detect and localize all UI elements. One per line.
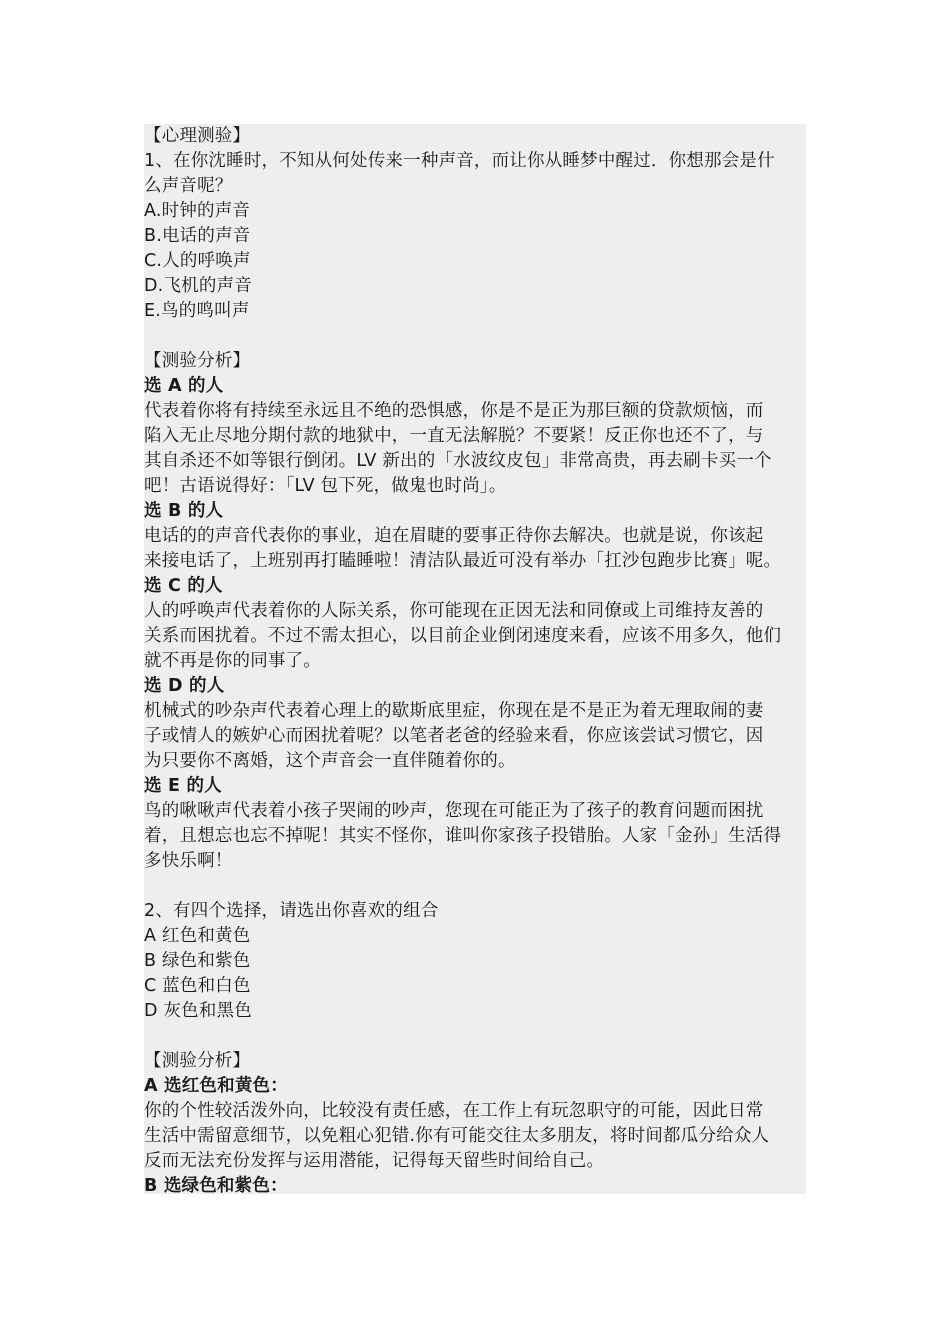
text-line: 你的个性较活泼外向，比较没有责任感，在工作上有玩忽职守的可能，因此日常: [144, 1101, 764, 1121]
text-line: 鸟的啾啾声代表着小孩子哭闹的吵声，您现在可能正为了孩子的教育问题而困扰: [144, 801, 764, 821]
text-line: 为只要你不离婚，这个声音会一直伴随着你的。: [144, 751, 516, 771]
blank-line: [144, 874, 806, 899]
text-line: 子或情人的嫉妒心而困扰着呢？以笔者老爸的经验来看，你应该尝试习惯它，因: [144, 726, 764, 746]
text-line: 2、有四个选择，请选出你喜欢的组合: [144, 901, 439, 921]
text-line: 机械式的吵杂声代表着心理上的歇斯底里症，你现在是不是正为着无理取闹的妻: [144, 701, 764, 721]
section-heading: 选 C 的人: [144, 576, 223, 596]
document-body: [144, 124, 806, 1194]
text-line: 人的呼唤声代表着你的人际关系，你可能现在正因无法和同僚或上司维持友善的: [144, 601, 764, 621]
section-heading: B 选绿色和紫色：: [144, 1176, 288, 1194]
text-line: 1、在你沈睡时，不知从何处传来一种声音，而让你从睡梦中醒过．你想那会是什: [144, 151, 775, 171]
text-line: 代表着你将有持续至永远且不绝的恐惧感，你是不是正为那巨额的贷款烦恼，而: [144, 401, 764, 421]
text-line: B 绿色和紫色: [144, 951, 251, 971]
text-line: 着，且想忘也忘不掉呢！其实不怪你，谁叫你家孩子投错胎。人家「金孙」生活得: [144, 826, 782, 846]
text-line: 反而无法充份发挥与运用潜能，记得每天留些时间给自己。: [144, 1151, 605, 1171]
text-line: 其自杀还不如等银行倒闭。LV 新出的「水波纹皮包」非常高贵，再去刷卡买一个: [144, 451, 772, 471]
section-heading: 选 D 的人: [144, 676, 225, 696]
text-line: 【心理测验】: [144, 126, 251, 146]
blank-line: [144, 324, 806, 349]
text-line: 就不再是你的同事了。: [144, 651, 321, 671]
text-line: 么声音呢？: [144, 176, 233, 196]
blank-line: [144, 1024, 806, 1049]
text-line: 电话的的声音代表你的事业，迫在眉睫的要事正待你去解决。也就是说，你该起: [144, 526, 764, 546]
section-heading: 选 A 的人: [144, 376, 224, 396]
text-line: E.鸟的鸣叫声: [144, 301, 250, 321]
text-line: 来接电话了，上班别再打瞌睡啦！清洁队最近可没有举办「扛沙包跑步比赛」呢。: [144, 551, 782, 571]
text-line: C 蓝色和白色: [144, 976, 251, 996]
text-line: 【测验分析】: [144, 351, 251, 371]
text-line: 陷入无止尽地分期付款的地狱中，一直无法解脱？不要紧！反正你也还不了，与: [144, 426, 764, 446]
text-line: B.电话的声音: [144, 226, 251, 246]
text-line: D 灰色和黑色: [144, 1001, 252, 1021]
text-line: 关系而困扰着。不过不需太担心，以目前企业倒闭速度来看，应该不用多久，他们: [144, 626, 782, 646]
text-line: 【测验分析】: [144, 1051, 251, 1071]
text-line: D.飞机的声音: [144, 276, 252, 296]
section-heading: A 选红色和黄色：: [144, 1076, 288, 1096]
section-heading: 选 B 的人: [144, 501, 224, 521]
text-line: 多快乐啊！: [144, 851, 233, 871]
text-line: C.人的呼唤声: [144, 251, 251, 271]
text-line: A.时钟的声音: [144, 201, 251, 221]
text-line: 吧！古语说得好：「LV 包下死，做鬼也时尚」。: [144, 476, 507, 496]
text-line: A 红色和黄色: [144, 926, 251, 946]
text-line: 生活中需留意细节，以免粗心犯错.你有可能交往太多朋友，将时间都瓜分给众人: [144, 1126, 770, 1146]
section-heading: 选 E 的人: [144, 776, 222, 796]
